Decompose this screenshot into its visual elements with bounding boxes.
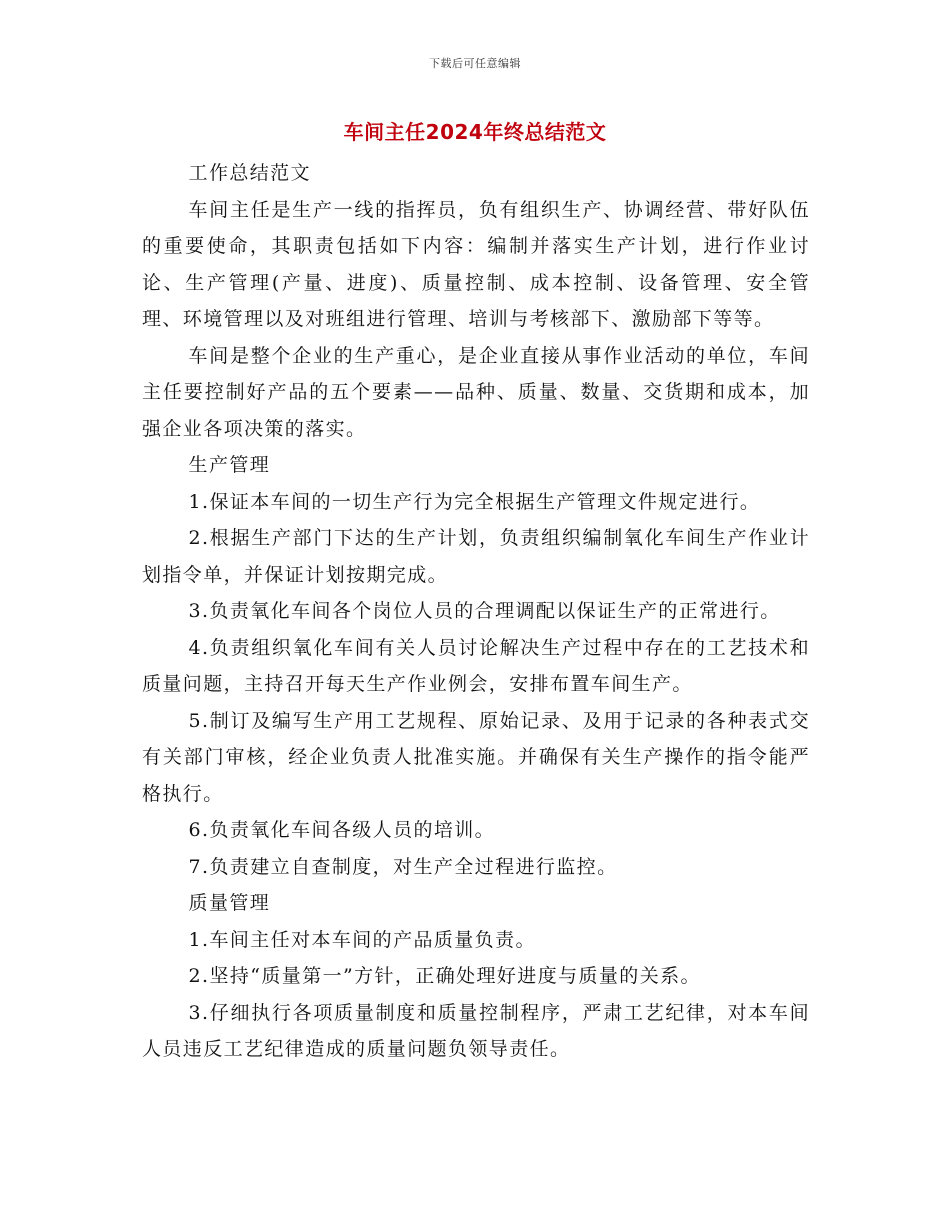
section-heading-work-summary: 工作总结范文 (188, 162, 311, 184)
header-note: 下载后可任意编辑 (429, 57, 521, 70)
list-item-production-1: 1.保证本车间的一切生产行为完全根据生产管理文件规定进行。 (188, 490, 761, 513)
paragraph-duties: 车间主任是生产一线的指挥员，负有组织生产、协调经营、带好队伍的重要使命，其职责包括如下内容：编制并落实生产计划，进行作业讨论、生产管理(产量、进度)、质量控制、成本控制、设备管理、安全管理、环境管理以及对班组进行管理、培训与考核部下、激励部下等等。 (142, 198, 810, 330)
list-item-production-7: 7.负责建立自查制度，对生产全过程进行监控。 (188, 855, 618, 878)
list-item-quality-1: 1.车间主任对本车间的产品质量负责。 (188, 928, 536, 951)
section-heading-production: 生产管理 (188, 454, 271, 476)
list-item-production-6: 6.负责氧化车间各级人员的培训。 (188, 819, 496, 841)
list-item-quality-3: 3.仔细执行各项质量制度和质量控制程序，严肃工艺纪律，对本车间人员违反工艺纪律造成的质量问题负领导责任。 (142, 1001, 810, 1060)
list-item-production-2: 2.根据生产部门下达的生产计划，负责组织编制氧化车间生产作业计划指令单，并保证计划按期完成。 (142, 527, 810, 586)
paragraph-workshop: 车间是整个企业的生产重心，是企业直接从事作业活动的单位，车间主任要控制好产品的五个要素——品种、质量、数量、交货期和成本，加强企业各项决策的落实。 (142, 344, 810, 440)
list-item-quality-2: 2.坚持“质量第一”方针，正确处理好进度与质量的关系。 (188, 965, 701, 987)
list-item-production-4: 4.负责组织氧化车间有关人员讨论解决生产过程中存在的工艺技术和质量问题，主持召开每天生产作业例会，安排布置车间生产。 (142, 636, 810, 695)
document-title: 车间主任2024年终总结范文 (343, 120, 607, 144)
document-body (142, 155, 810, 1068)
list-item-production-3: 3.负责氧化车间各个岗位人员的合理调配以保证生产的正常进行。 (188, 600, 781, 622)
list-item-production-5: 5.制订及编写生产用工艺规程、原始记录、及用于记录的各种表式交有关部门审核，经企业负责人批准实施。并确保有关生产操作的指令能严格执行。 (142, 709, 810, 805)
section-heading-quality: 质量管理 (188, 892, 271, 914)
